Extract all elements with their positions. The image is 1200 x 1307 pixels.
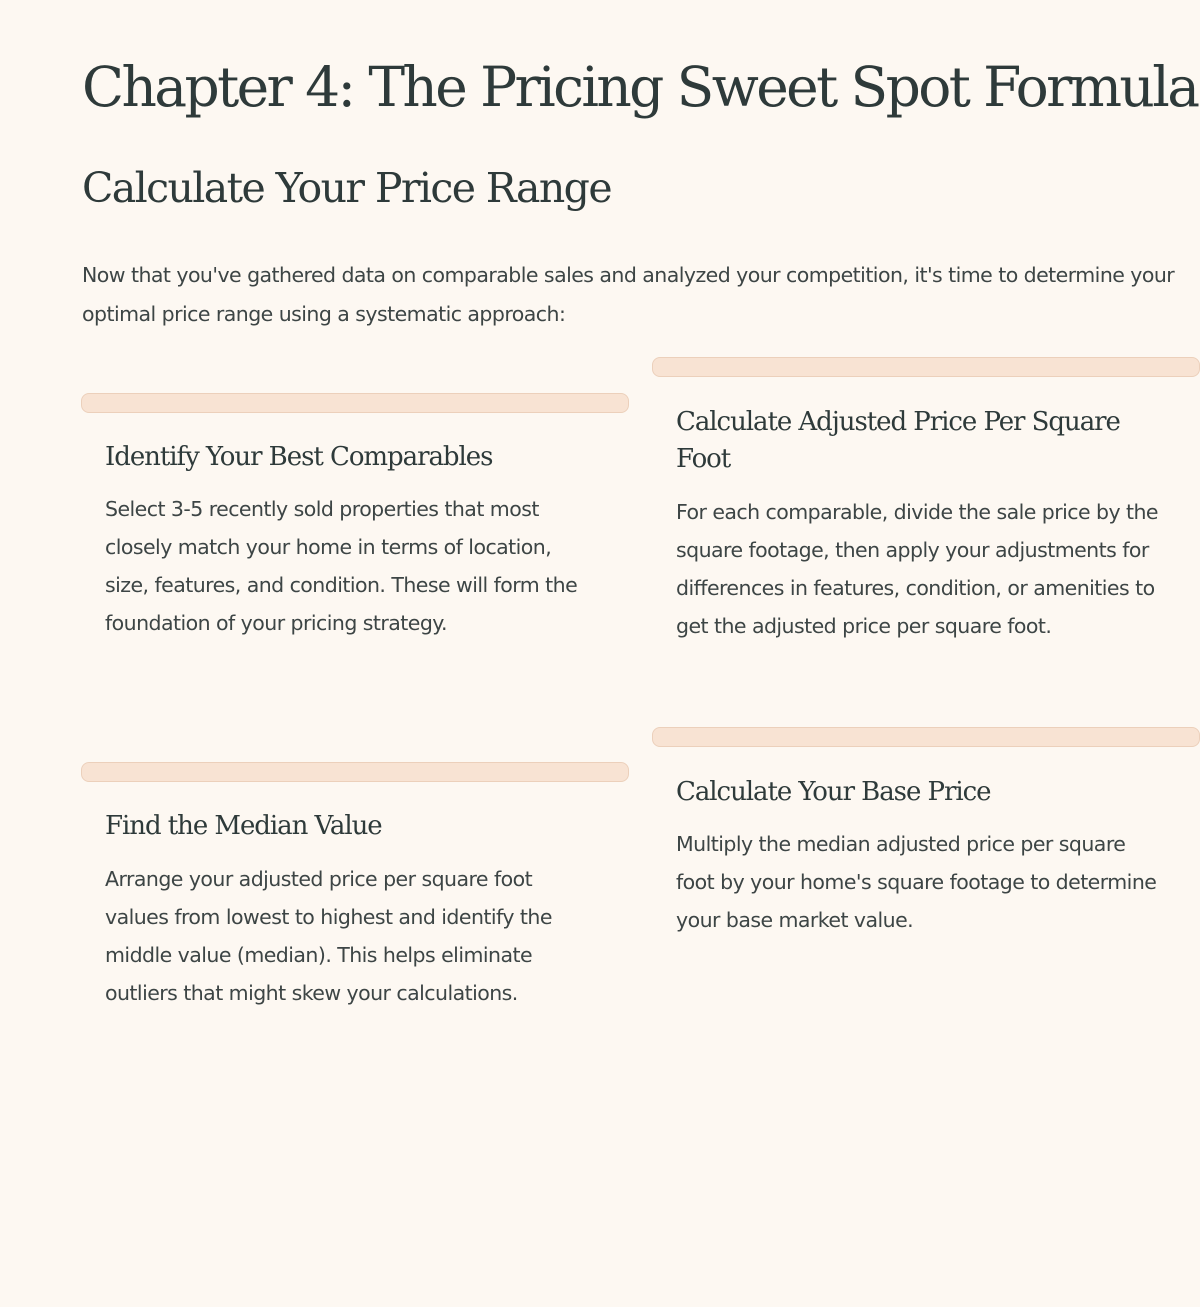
step-3-title: Find the Median Value: [105, 811, 382, 841]
step-4-number-bar: [652, 727, 1200, 747]
chapter-title: Chapter 4: The Pricing Sweet Spot Formula: [82, 55, 1198, 119]
section-title: Calculate Your Price Range: [82, 164, 611, 212]
step-2-title: Calculate Adjusted Price Per Square Foot: [676, 407, 1120, 474]
step-1-number-bar: [81, 393, 629, 413]
step-2-text: For each comparable, divide the sale price by the square footage, then apply your adjustments for differences in features, condition, or amenities to get the adjusted price per square foot.: [676, 500, 1158, 638]
step-3-text: Arrange your adjusted price per square foot values from lowest to highest and identify the middle value (median). This helps eliminate outliers that might skew your calculations.: [105, 867, 552, 1005]
step-2-number-bar: [652, 357, 1200, 377]
step-4-title: Calculate Your Base Price: [676, 777, 991, 807]
step-1-text: Select 3-5 recently sold properties that most closely match your home in terms of location, size, features, and condition. These will form the foundation of your pricing strategy.: [105, 497, 578, 635]
step-1-title: Identify Your Best Comparables: [105, 442, 493, 472]
intro-paragraph: Now that you've gathered data on comparable sales and analyzed your competition, it's time to determine your optimal price range using a systematic approach:: [82, 263, 1175, 326]
step-4-text: Multiply the median adjusted price per square foot by your home's square footage to determine your base market value.: [676, 832, 1157, 932]
step-3-number-bar: [81, 762, 629, 782]
